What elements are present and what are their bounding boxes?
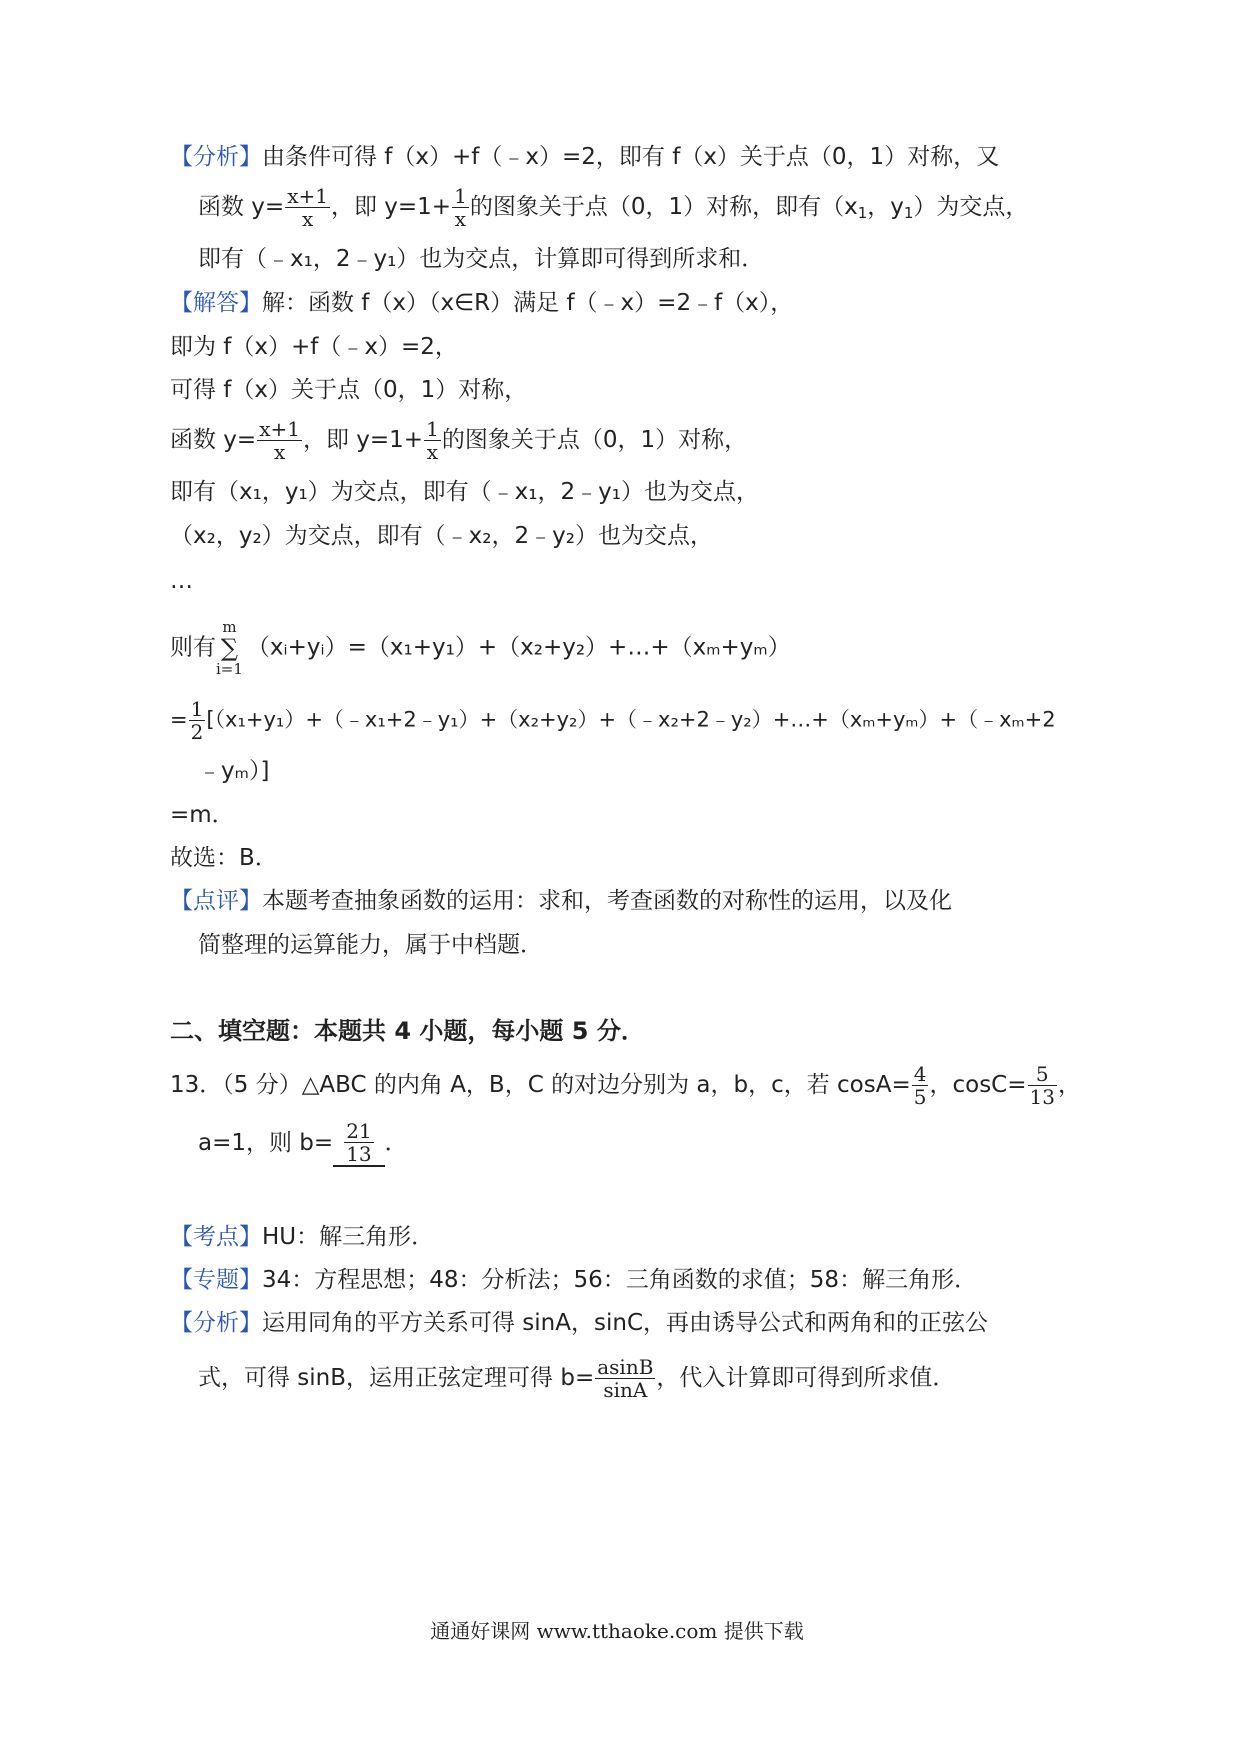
solution-line11: [170, 800, 235, 830]
solution-text4b: ，即 y=1+: [302, 427, 424, 453]
review-line1: [170, 886, 952, 916]
frac-den: x: [426, 440, 439, 464]
analysis-tag: 【分析】: [170, 144, 262, 170]
q13-line2: [198, 1120, 408, 1167]
frac-num: 5: [1028, 1063, 1057, 1086]
solution-text4a: 函数 y=: [170, 427, 257, 453]
frac-den: x: [454, 207, 467, 231]
solution-text4c: 的图象关于点（0，1）对称，: [441, 427, 748, 453]
solution-text7: …: [170, 568, 193, 594]
solution-text2: 即为 f（x）+f（﹣x）=2，: [170, 334, 458, 360]
fraction-1-over-x: [424, 418, 441, 463]
fraction-answer: [344, 1120, 373, 1165]
analysis1-line3: [198, 244, 764, 274]
solution-text12: 故选：B．: [170, 845, 278, 871]
solution-text5: 即有（x₁，y₁）为交点，即有（﹣x₁，2﹣y₁）也为交点，: [170, 479, 759, 505]
solution-line8: [170, 618, 791, 678]
review-tag: 【点评】: [170, 888, 262, 914]
solution-line9: [170, 698, 1056, 743]
fraction-cosC: [1028, 1063, 1057, 1108]
sum-bottom: i=1: [216, 660, 243, 678]
solution-line10: [198, 756, 269, 786]
section-title-text: 二、填空题：本题共 4 小题，每小题 5 分．: [170, 1017, 645, 1045]
frac-num: 21: [346, 1119, 372, 1143]
frac-num: 1: [190, 697, 204, 721]
fraction-x-plus-1-over-x: [285, 185, 330, 230]
frac-den: 5: [913, 1085, 927, 1109]
analysis-tag: 【分析】: [170, 1310, 262, 1336]
solution-line4: [170, 418, 747, 463]
frac-num: asinB: [597, 1355, 654, 1379]
q13-line1: [170, 1063, 1081, 1108]
solution-text1: 解：函数 f（x）（x∈R）满足 f（﹣x）=2﹣f（x），: [262, 290, 794, 316]
frac-num: x+1: [259, 417, 300, 441]
frac-den: x: [273, 440, 286, 464]
solution-text11: =m．: [170, 802, 235, 828]
solution-line3: [170, 375, 527, 405]
analysis2-line1: [170, 1308, 988, 1338]
review-text2: 简整理的运算能力，属于中档题．: [198, 932, 543, 958]
section-title: [170, 1016, 645, 1046]
solution-line5: [170, 477, 759, 507]
solution-text10: ﹣yₘ）]: [198, 758, 270, 784]
analysis2-text2b: ，代入计算即可得到所求值．: [656, 1365, 956, 1391]
solution-text9a: =: [170, 707, 188, 732]
analysis1-text2c: 的图象关于点（0，1）对称，即有（x: [469, 194, 858, 220]
sum-top: m: [222, 618, 237, 636]
frac-num: 1: [426, 417, 439, 441]
q13-text1c: ，: [1057, 1072, 1081, 1098]
analysis1-line1: [170, 142, 999, 172]
analysis2-text2a: 式，可得 sinB，运用正弦定理可得 b=: [198, 1365, 595, 1391]
q13-text2b: ．: [384, 1130, 408, 1156]
solution-line1: [170, 288, 793, 318]
fraction-asinB-over-sinA: [595, 1356, 655, 1401]
q13-text1b: ，cosC=: [929, 1072, 1027, 1098]
solution-text6: （x₂，y₂）为交点，即有（﹣x₂，2﹣y₂）也为交点，: [170, 523, 713, 549]
fraction-cosA: [912, 1063, 929, 1108]
kaodian-line: [170, 1222, 434, 1252]
fraction-1-over-2: [189, 698, 206, 743]
frac-den: 2: [190, 720, 204, 744]
analysis1-text2b: ，即 y=1+: [330, 194, 452, 220]
solution-line12: [170, 843, 278, 873]
zhuanti-text: 34：方程思想；48：分析法；56：三角函数的求值；58：解三角形．: [262, 1267, 978, 1293]
solution-line6: [170, 521, 713, 551]
zhuanti-line: [170, 1265, 977, 1295]
fraction-1-over-x: [452, 185, 469, 230]
review-line2: [198, 930, 543, 960]
solution-line7: [170, 566, 193, 596]
analysis1-text1: 由条件可得 f（x）+f（﹣x）=2，即有 f（x）关于点（0，1）对称，又: [262, 144, 1000, 170]
frac-num: 1: [454, 184, 467, 208]
analysis1-text3: 即有（﹣x₁，2﹣y₁）也为交点，计算即可得到所求和．: [198, 246, 765, 272]
summation: [216, 618, 243, 678]
sum-sigma: ∑: [220, 634, 239, 662]
zhuanti-tag: 【专题】: [170, 1267, 262, 1293]
frac-num: 4: [913, 1062, 927, 1086]
solution-tag: 【解答】: [170, 290, 262, 316]
analysis2-text1: 运用同角的平方关系可得 sinA，sinC，再由诱导公式和两角和的正弦公: [262, 1310, 989, 1336]
solution-text8b: （xᵢ+yᵢ）=（x₁+y₁）+（x₂+y₂）+…+（xₘ+yₘ）: [246, 634, 791, 661]
page-footer: 通通好课网 www.tthaoke.com 提供下载: [430, 1619, 804, 1643]
solution-text8a: 则有: [170, 634, 216, 661]
kaodian-tag: 【考点】: [170, 1224, 262, 1250]
analysis1-line2: 函数 y= $\frac{x+1}{x}$ ，即 y=1+ $\frac{1}{x}$ 的图象关于点（0，1）对称，即有（$x_1$，$y_1$）为交点，: [198, 184, 1029, 231]
solution-text9b: [（x₁+y₁）+（﹣x₁+2﹣y₁）+（x₂+y₂）+（﹣x₂+2﹣y₂）+…+（xₘ+yₘ）+（﹣xₘ+2: [206, 707, 1056, 732]
review-text1: 本题考查抽象函数的运用：求和，考查函数的对称性的运用，以及化: [262, 888, 952, 914]
analysis1-text2d: ，y: [867, 194, 904, 220]
frac-den: x: [301, 207, 314, 231]
fraction-x-plus-1-over-x: [257, 418, 302, 463]
q13-text2a: a=1，则 b=: [198, 1130, 334, 1156]
solution-text3: 可得 f（x）关于点（0，1）对称，: [170, 377, 528, 403]
frac-den: 13: [346, 1142, 372, 1166]
solution-line2: [170, 332, 458, 362]
answer-blank: [333, 1120, 384, 1167]
frac-num: x+1: [287, 184, 328, 208]
analysis1-text2a: 函数 y=: [198, 194, 285, 220]
kaodian-text: HU：解三角形．: [262, 1224, 435, 1250]
q13-text1a: 13．（5 分）△ABC 的内角 A，B，C 的对边分别为 a，b，c，若 cosA=: [170, 1072, 911, 1098]
analysis1-text2e: ）为交点，: [913, 194, 1029, 220]
frac-den: 13: [1029, 1085, 1055, 1109]
frac-den: sinA: [603, 1378, 648, 1402]
analysis2-line2: [198, 1356, 955, 1401]
